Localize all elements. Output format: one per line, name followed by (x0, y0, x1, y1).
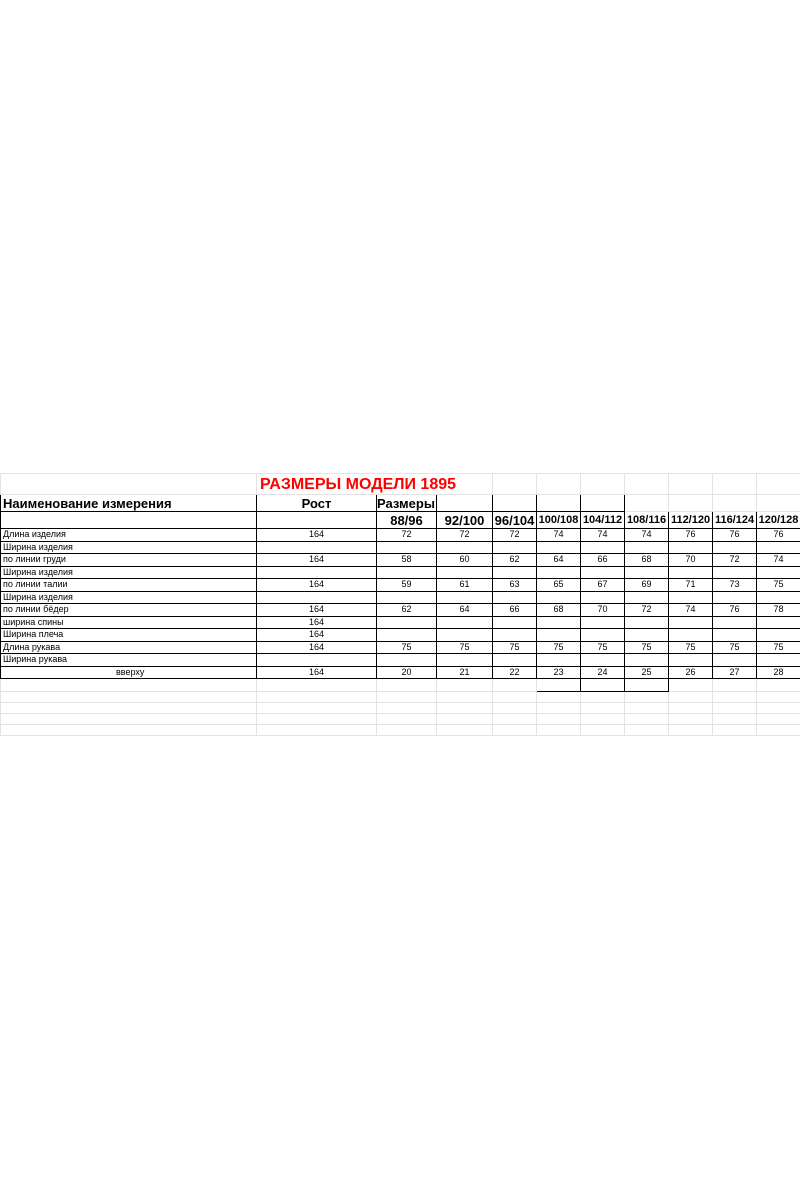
measurement-name: Ширина изделия (1, 566, 257, 579)
size-value (537, 616, 581, 629)
size-header-cell: 108/116 (625, 512, 669, 529)
size-header-cell: 112/120 (669, 512, 713, 529)
size-value (537, 654, 581, 667)
size-value (625, 629, 669, 642)
title-row (1, 474, 800, 495)
size-row (1, 512, 800, 529)
size-value (581, 654, 625, 667)
size-value (757, 654, 800, 667)
sizes-header: Размеры (377, 495, 435, 511)
height-value (257, 541, 377, 554)
table-row (1, 641, 800, 654)
height-value: 164 (257, 604, 377, 617)
size-value (377, 654, 437, 667)
table-row (1, 566, 800, 579)
table-row (1, 629, 800, 642)
size-value (581, 566, 625, 579)
size-value: 76 (669, 529, 713, 542)
size-value (713, 566, 757, 579)
size-value: 59 (377, 579, 437, 592)
height-value (257, 591, 377, 604)
height-value: 164 (257, 616, 377, 629)
size-header-cell: 100/108 (537, 512, 581, 529)
size-value: 75 (625, 641, 669, 654)
size-value (581, 591, 625, 604)
size-value (581, 541, 625, 554)
size-value (757, 541, 800, 554)
size-value (493, 616, 537, 629)
size-value: 78 (757, 604, 800, 617)
table-row (1, 654, 800, 667)
size-value: 72 (713, 554, 757, 567)
size-value (713, 616, 757, 629)
size-value (669, 616, 713, 629)
empty-row (1, 713, 800, 724)
size-value: 71 (669, 579, 713, 592)
size-value: 75 (757, 579, 800, 592)
size-value (757, 616, 800, 629)
size-value: 72 (625, 604, 669, 617)
size-value (757, 566, 800, 579)
size-value (537, 541, 581, 554)
size-value: 26 (669, 666, 713, 679)
table-row (1, 541, 800, 554)
size-value (713, 629, 757, 642)
table-row (1, 591, 800, 604)
measurement-name: Ширина изделия (1, 541, 257, 554)
size-value: 28 (757, 666, 800, 679)
size-value: 69 (625, 579, 669, 592)
size-value: 64 (437, 604, 493, 617)
size-value (377, 541, 437, 554)
height-value: 164 (257, 529, 377, 542)
size-value: 76 (713, 529, 757, 542)
size-value: 61 (437, 579, 493, 592)
size-value: 60 (437, 554, 493, 567)
size-value: 75 (713, 641, 757, 654)
size-value (377, 566, 437, 579)
table-row (1, 554, 800, 567)
table-row (1, 679, 800, 692)
size-value: 20 (377, 666, 437, 679)
size-value (625, 654, 669, 667)
size-value (493, 654, 537, 667)
size-value: 74 (581, 529, 625, 542)
size-value (581, 629, 625, 642)
size-value (625, 616, 669, 629)
measurement-name: вверху (1, 666, 257, 679)
size-value (437, 566, 493, 579)
size-value (537, 629, 581, 642)
size-value: 25 (625, 666, 669, 679)
size-value (625, 591, 669, 604)
measurement-name: по линии бёдер (1, 604, 257, 617)
size-value: 21 (437, 666, 493, 679)
size-value (713, 654, 757, 667)
size-value (669, 541, 713, 554)
size-value: 24 (581, 666, 625, 679)
size-value (713, 591, 757, 604)
table-title: РАЗМЕРЫ МОДЕЛИ 1895 (257, 474, 493, 495)
size-value (581, 616, 625, 629)
size-value: 74 (669, 604, 713, 617)
size-value: 27 (713, 666, 757, 679)
measurement-name: по линии талии (1, 579, 257, 592)
size-value (537, 591, 581, 604)
size-header-cell: 88/96 (377, 512, 437, 529)
size-value (757, 591, 800, 604)
height-value: 164 (257, 666, 377, 679)
size-value: 23 (537, 666, 581, 679)
height-value: 164 (257, 641, 377, 654)
size-value: 70 (669, 554, 713, 567)
size-value: 65 (537, 579, 581, 592)
size-value: 66 (581, 554, 625, 567)
measurement-name: Длина изделия (1, 529, 257, 542)
size-value: 74 (537, 529, 581, 542)
height-value: 164 (257, 554, 377, 567)
size-value (493, 566, 537, 579)
size-value: 72 (377, 529, 437, 542)
size-value: 62 (493, 554, 537, 567)
size-value: 64 (537, 554, 581, 567)
size-value (669, 591, 713, 604)
size-value (713, 541, 757, 554)
size-value: 75 (581, 641, 625, 654)
size-value: 67 (581, 579, 625, 592)
measurement-name: Ширина рукава (1, 654, 257, 667)
size-value (437, 616, 493, 629)
size-value (437, 629, 493, 642)
size-table-sheet (0, 473, 800, 736)
size-header-cell: 120/128 (757, 512, 800, 529)
size-value: 68 (625, 554, 669, 567)
size-value: 75 (377, 641, 437, 654)
size-value (493, 591, 537, 604)
table-row (1, 666, 800, 679)
measurement-name: Ширина изделия (1, 591, 257, 604)
size-value: 75 (437, 641, 493, 654)
empty-row (1, 702, 800, 713)
size-value: 72 (437, 529, 493, 542)
size-value (669, 566, 713, 579)
height-value: 164 (257, 579, 377, 592)
size-table (0, 473, 800, 736)
size-value: 75 (757, 641, 800, 654)
size-value (377, 591, 437, 604)
size-header-cell: 104/112 (581, 512, 625, 529)
table-row (1, 616, 800, 629)
size-value: 74 (757, 554, 800, 567)
measurement-header: Наименование измерения (1, 495, 257, 512)
size-value (757, 629, 800, 642)
size-value (625, 566, 669, 579)
measurement-name: ширина спины (1, 616, 257, 629)
empty-row (1, 691, 800, 702)
height-header: Рост (257, 495, 377, 512)
size-value: 75 (669, 641, 713, 654)
size-value: 74 (625, 529, 669, 542)
size-value: 73 (713, 579, 757, 592)
measurement-name: Длина рукава (1, 641, 257, 654)
size-value: 75 (537, 641, 581, 654)
size-value (625, 541, 669, 554)
size-value: 70 (581, 604, 625, 617)
size-header-cell: 92/100 (437, 512, 493, 529)
table-row (1, 604, 800, 617)
size-value: 76 (713, 604, 757, 617)
measurement-name: Ширина плеча (1, 629, 257, 642)
height-value (257, 566, 377, 579)
size-value: 66 (493, 604, 537, 617)
size-value (377, 616, 437, 629)
size-value: 76 (757, 529, 800, 542)
size-value (493, 629, 537, 642)
size-value (537, 566, 581, 579)
table-row (1, 529, 800, 542)
size-value (669, 654, 713, 667)
size-value (437, 541, 493, 554)
size-value (377, 629, 437, 642)
size-value (493, 541, 537, 554)
size-value: 75 (493, 641, 537, 654)
size-value (437, 654, 493, 667)
size-value: 58 (377, 554, 437, 567)
empty-row (1, 724, 800, 735)
height-value: 164 (257, 629, 377, 642)
size-value: 22 (493, 666, 537, 679)
height-value (257, 654, 377, 667)
table-row (1, 579, 800, 592)
size-value: 72 (493, 529, 537, 542)
size-header-cell: 96/104 (493, 512, 537, 529)
header-row (1, 495, 800, 512)
size-value (669, 629, 713, 642)
size-value: 62 (377, 604, 437, 617)
size-header-cell: 116/124 (713, 512, 757, 529)
measurement-name: по линии груди (1, 554, 257, 567)
size-value: 63 (493, 579, 537, 592)
size-value (437, 591, 493, 604)
size-value: 68 (537, 604, 581, 617)
